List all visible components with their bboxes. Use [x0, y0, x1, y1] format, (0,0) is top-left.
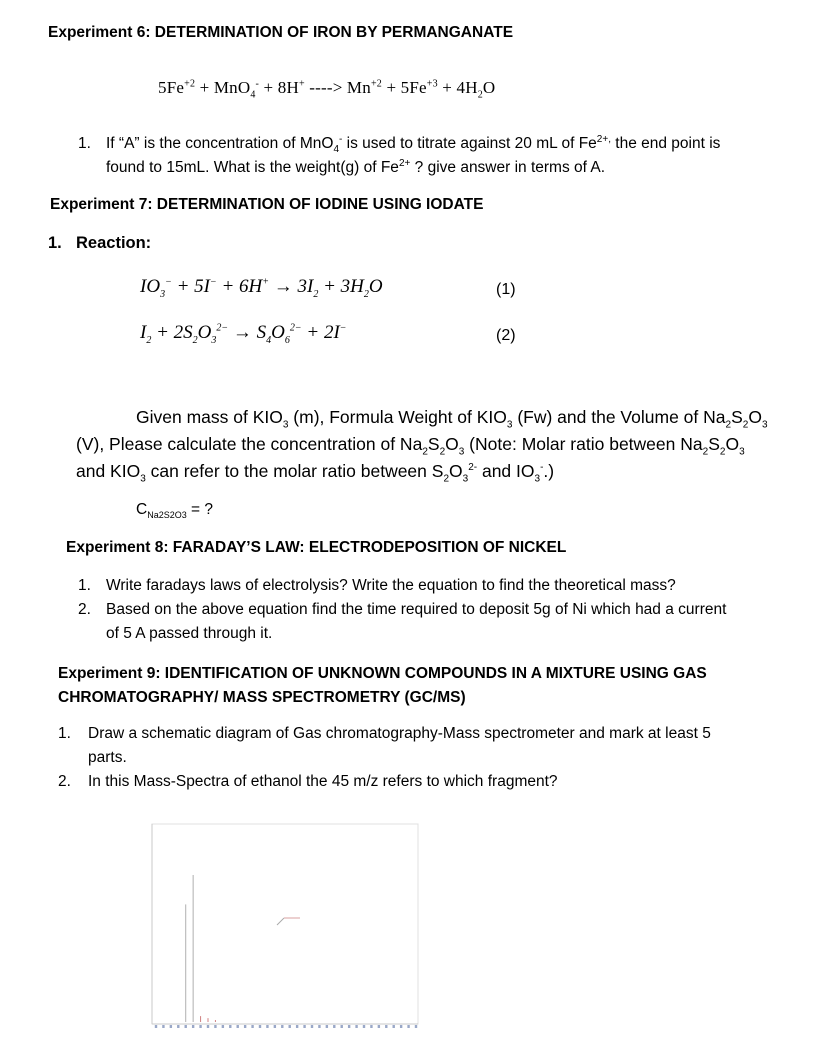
- list-number: 1.: [78, 135, 91, 152]
- sub: 3: [739, 446, 745, 458]
- chart-x-tick: [155, 1025, 157, 1028]
- eq-text: I: [140, 322, 147, 343]
- text: found to 15mL. What is the weight(g) of Fe: [106, 159, 399, 176]
- text: and KIO: [76, 461, 141, 481]
- eq-sup: +2: [184, 78, 196, 90]
- eq-text: → S: [228, 322, 267, 343]
- list-text: of 5 A passed through it.: [106, 625, 273, 642]
- paragraph-line: [76, 431, 821, 458]
- question-line: [106, 132, 720, 156]
- text: Given mass of KIO: [136, 407, 283, 427]
- sub: 3: [506, 419, 513, 431]
- chart-x-tick: [415, 1025, 417, 1028]
- sub: 4: [333, 144, 339, 156]
- chart-plot-frame: [152, 824, 418, 1024]
- chart-x-tick: [251, 1025, 253, 1028]
- text: (V), Please calculate the concentration of Na: [76, 434, 423, 454]
- chart-x-tick: [355, 1025, 357, 1028]
- exp8-item-1: [78, 574, 818, 598]
- text: O: [445, 434, 459, 454]
- eq-text: + 4H: [437, 78, 478, 97]
- list-text: Draw a schematic diagram of Gas chromatography-Mass spectrometer and mark at least 5: [88, 725, 711, 742]
- chart-x-tick: [244, 1025, 246, 1028]
- eq-sup: +: [262, 276, 270, 288]
- eq-text: IO: [140, 276, 161, 297]
- chart-x-tick: [400, 1025, 402, 1028]
- sub: 2: [725, 419, 732, 431]
- eq-text: + 3H: [318, 276, 364, 297]
- eq-sub: 3: [160, 288, 166, 300]
- text: and IO: [477, 461, 535, 481]
- eq-text: + 2I: [301, 322, 340, 343]
- sub: 3: [761, 419, 768, 431]
- exp6-question-1: [78, 132, 818, 182]
- chart-x-tick: [222, 1025, 224, 1028]
- sub: 2: [719, 446, 726, 458]
- exp9-item-2: [58, 770, 818, 794]
- eq-text: O: [197, 322, 212, 343]
- chart-x-tick: [341, 1025, 343, 1028]
- sub: 2: [443, 473, 449, 485]
- chart-x-tick: [266, 1025, 268, 1028]
- text: O: [449, 461, 463, 481]
- chart-x-tick: [296, 1025, 298, 1028]
- mass-spectrum-chart: [144, 822, 420, 1032]
- text: C: [136, 501, 148, 518]
- text: (Fw) and the Volume of Na: [512, 407, 726, 427]
- chart-x-tick: [348, 1025, 350, 1028]
- text: = ?: [186, 501, 214, 518]
- text: .): [543, 461, 555, 481]
- eq-sup: -: [255, 78, 260, 90]
- exp9-title: [58, 662, 707, 710]
- chart-x-tick: [237, 1025, 239, 1028]
- sub: 3: [462, 473, 469, 485]
- exp7-given-paragraph: [76, 404, 821, 485]
- list-number: 2.: [58, 773, 71, 790]
- question-line: [106, 156, 605, 180]
- exp8-title: Experiment 8: FARADAY’S LAW: ELECTRODEPOSITION OF NICKEL: [66, 539, 567, 556]
- chart-x-tick: [363, 1025, 365, 1028]
- eq-sup: −: [209, 276, 217, 288]
- eq-sup: +3: [426, 78, 438, 90]
- eq-sup: 2−: [216, 322, 229, 334]
- eq-text: + 2S: [151, 322, 193, 343]
- sub: 2: [439, 446, 446, 458]
- exp7-equation-1: [140, 276, 383, 298]
- list-text: parts.: [88, 749, 127, 766]
- paragraph-line: [76, 458, 821, 485]
- eq-sup: +2: [370, 78, 382, 90]
- exp7-title: Experiment 7: DETERMINATION OF IODINE USING IODATE: [50, 196, 484, 213]
- eq-sup: −: [339, 322, 347, 334]
- eq-text: ----> Mn: [304, 78, 371, 97]
- eq-sup: +: [298, 78, 305, 90]
- chart-x-tick: [378, 1025, 380, 1028]
- chart-x-tick: [281, 1025, 283, 1028]
- eq-sub: 6: [284, 334, 290, 346]
- exp6-title: Experiment 6: DETERMINATION OF IRON BY PERMANGANATE: [48, 24, 514, 41]
- text: can refer to the molar ratio between S: [145, 461, 444, 481]
- eq-sub: 2: [192, 334, 198, 346]
- exp7-reaction-heading: [48, 234, 152, 253]
- sub: 3: [458, 446, 465, 458]
- text: S: [427, 434, 440, 454]
- sub: 2: [742, 419, 749, 431]
- chart-x-tick: [370, 1025, 372, 1028]
- sup: -: [339, 133, 343, 145]
- text: O: [748, 407, 762, 427]
- list-text: Based on the above equation find the time required to deposit 5g of Ni which had a current: [106, 601, 727, 618]
- eq-text: 5Fe: [158, 78, 185, 97]
- chart-x-tick: [192, 1025, 194, 1028]
- chart-x-tick: [311, 1025, 313, 1028]
- eq-text: + 6H: [216, 276, 263, 297]
- text: the end point is: [610, 135, 721, 152]
- sup: 2+: [398, 157, 411, 169]
- eq-text: O: [368, 276, 383, 297]
- chart-x-tick: [407, 1025, 409, 1028]
- sub: 3: [534, 473, 541, 485]
- chart-x-ticks: [155, 1025, 417, 1028]
- sub: 2: [422, 446, 428, 458]
- eq-sub: 4: [266, 334, 272, 346]
- text: (Note: Molar ratio between Na: [464, 434, 703, 454]
- chart-x-tick: [185, 1025, 187, 1028]
- chart-x-tick: [318, 1025, 320, 1028]
- sub: 3: [282, 419, 289, 431]
- chart-x-tick: [199, 1025, 201, 1028]
- title-line: Experiment 9: IDENTIFICATION OF UNKNOWN COMPOUNDS IN A MIXTURE USING GAS: [58, 665, 707, 682]
- chart-x-tick: [333, 1025, 335, 1028]
- equation-1-label: (1): [496, 281, 516, 298]
- text: S: [708, 434, 720, 454]
- text: is used to titrate against 20 mL of Fe: [342, 135, 597, 152]
- eq-sub: 2: [477, 89, 483, 101]
- eq-text: + 5I: [171, 276, 210, 297]
- chart-x-tick: [170, 1025, 172, 1028]
- chart-x-tick: [259, 1025, 261, 1028]
- list-text: Write faradays laws of electrolysis? Write the equation to find the theoretical mass?: [106, 577, 676, 594]
- eq-text: O: [271, 322, 285, 343]
- eq-text: O: [482, 78, 496, 97]
- exp7-equation-2: [140, 322, 347, 344]
- eq-text: + 5Fe: [382, 78, 427, 97]
- reaction-label: Reaction:: [76, 234, 152, 252]
- list-number: 1.: [78, 577, 91, 594]
- chart-x-tick: [162, 1025, 164, 1028]
- sub: 3: [140, 473, 146, 485]
- sup: -: [540, 462, 544, 474]
- chart-x-tick: [303, 1025, 305, 1028]
- chart-x-tick: [326, 1025, 328, 1028]
- sub: 2: [702, 446, 709, 458]
- text: O: [725, 434, 740, 454]
- concentration-expression: [136, 498, 213, 522]
- sup: 2-: [468, 462, 478, 474]
- paragraph-line: [76, 404, 821, 431]
- chart-x-tick: [385, 1025, 387, 1028]
- text: S: [731, 407, 743, 427]
- eq-text: → 3I: [269, 276, 314, 297]
- list-text: In this Mass-Spectra of ethanol the 45 m/z refers to which fragment?: [88, 773, 558, 790]
- chart-x-tick: [274, 1025, 276, 1028]
- chart-x-tick: [229, 1025, 231, 1028]
- chart-x-tick: [393, 1025, 395, 1028]
- eq-sub: 2: [146, 334, 152, 346]
- sup: 2+,: [596, 133, 611, 145]
- eq-sub: 2: [363, 288, 369, 300]
- text: (m), Formula Weight of KIO: [288, 407, 507, 427]
- title-line: CHROMATOGRAPHY/ MASS SPECTROMETRY (GC/MS): [58, 689, 466, 706]
- exp6-equation: [158, 78, 496, 101]
- text: ? give answer in terms of A.: [410, 159, 606, 176]
- exp8-item-2: [78, 598, 818, 646]
- eq-sub: 2: [313, 288, 319, 300]
- list-number: 2.: [78, 601, 91, 618]
- eq-sup: −: [165, 276, 172, 288]
- chart-x-tick: [177, 1025, 179, 1028]
- chart-x-tick: [289, 1025, 291, 1028]
- exp9-item-1: [58, 722, 818, 770]
- eq-sub: 4: [250, 89, 256, 101]
- sub: Na2S2O3: [147, 510, 187, 521]
- eq-sup: 2−: [289, 322, 302, 334]
- eq-text: + 8H: [259, 78, 299, 97]
- eq-text: + MnO: [195, 78, 251, 97]
- list-number: 1.: [58, 725, 71, 742]
- list-number: 1.: [48, 234, 62, 252]
- text: If “A” is the concentration of MnO: [106, 135, 334, 152]
- chart-x-tick: [207, 1025, 209, 1028]
- eq-sub: 3: [211, 334, 217, 346]
- equation-2-label: (2): [496, 327, 516, 344]
- chart-x-tick: [214, 1025, 216, 1028]
